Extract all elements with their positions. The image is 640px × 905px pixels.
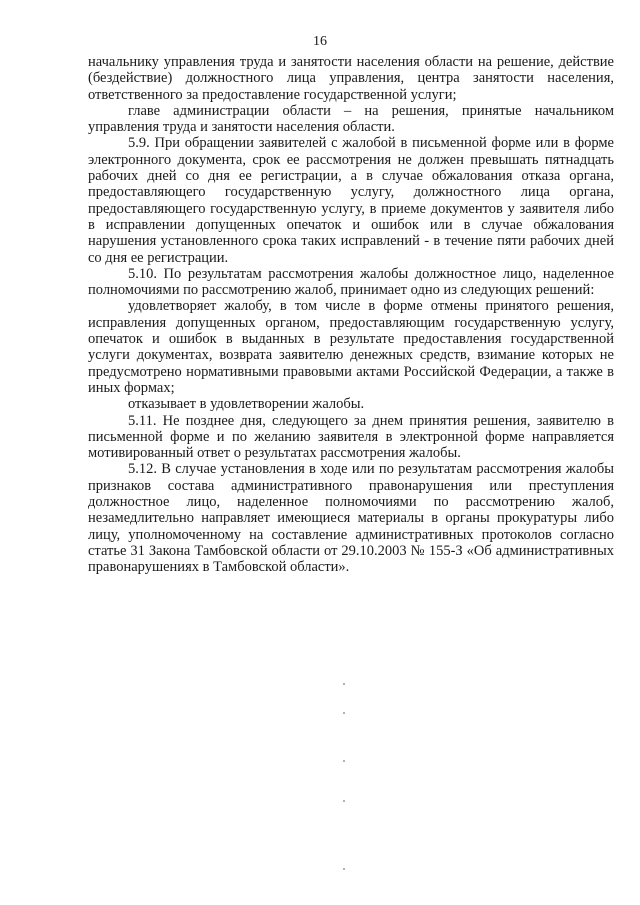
scan-speck [343,683,345,685]
document-body [88,54,614,576]
paragraph-5-10: 5.10. По результатам рассмотрения жалобы должностное лицо, наделенное полномочиями по рассмотрению жалоб, принимает одно из следующих решений: [88,265,614,299]
paragraph-appeal-head-of-department: начальнику управления труда и занятости населения области на решение, действие (бездействие) должностного лица управления, центра занятости населения, ответственного за предоставление государственной услуги; [88,54,614,103]
paragraph-appeal-head-of-administration: главе администрации области – на решения, принятые начальником управления труда и занятости населения области. [88,102,614,136]
scan-speck [343,868,345,870]
paragraph-5-12: 5.12. В случае установления в ходе или по результатам рассмотрения жалобы признаков состава административного правонарушения или преступления должностное лицо, наделенное полномочиями по рассмотрению жалоб, незамедлительно направляет имеющиеся материалы в органы прокуратуры либо лицу, уполномоченному на составление административных протоколов согласно статье 31 Закона Тамбовской области от 29.10.2003 № 155-З «Об административных правонарушениях в Тамбовской области». [88,461,614,576]
page-number: 16 [313,34,327,49]
paragraph-satisfies-complaint: удовлетворяет жалобу, в том числе в форме отмены принятого решения, исправления допущенных органом, предоставляющим государственную услугу, опечаток и ошибок в выданных в результате предоставления государственной услуги документах, возврата заявителю денежных средств, взимание которых не предусмотрено нормативными правовыми актами Российской Федерации, а также в иных формах; [88,298,614,396]
scan-speck [343,712,345,714]
scan-speck [343,800,345,802]
scan-speck [343,760,345,762]
paragraph-rejects-complaint: отказывает в удовлетворении жалобы. [128,396,365,413]
paragraph-5-9: 5.9. При обращении заявителей с жалобой в письменной форме или в форме электронного документа, срок ее рассмотрения не должен превышать пятнадцать рабочих дней со дня ее регистрации, а в случае обжалования отказа органа, предоставляющего государственную услугу, должностного лица органа, предоставляющего государственную услугу, в приеме документов у заявителя либо в исправлении допущенных опечаток и ошибок или в случае обжалования нарушения установленного срока таких исправлений - в течение пяти рабочих дней со дня ее регистрации. [88,135,614,266]
paragraph-5-11: 5.11. Не позднее дня, следующего за днем принятия решения, заявителю в письменной форме и по желанию заявителя в электронной форме направляется мотивированный ответ о результатах рассмотрения жалобы. [88,412,614,462]
